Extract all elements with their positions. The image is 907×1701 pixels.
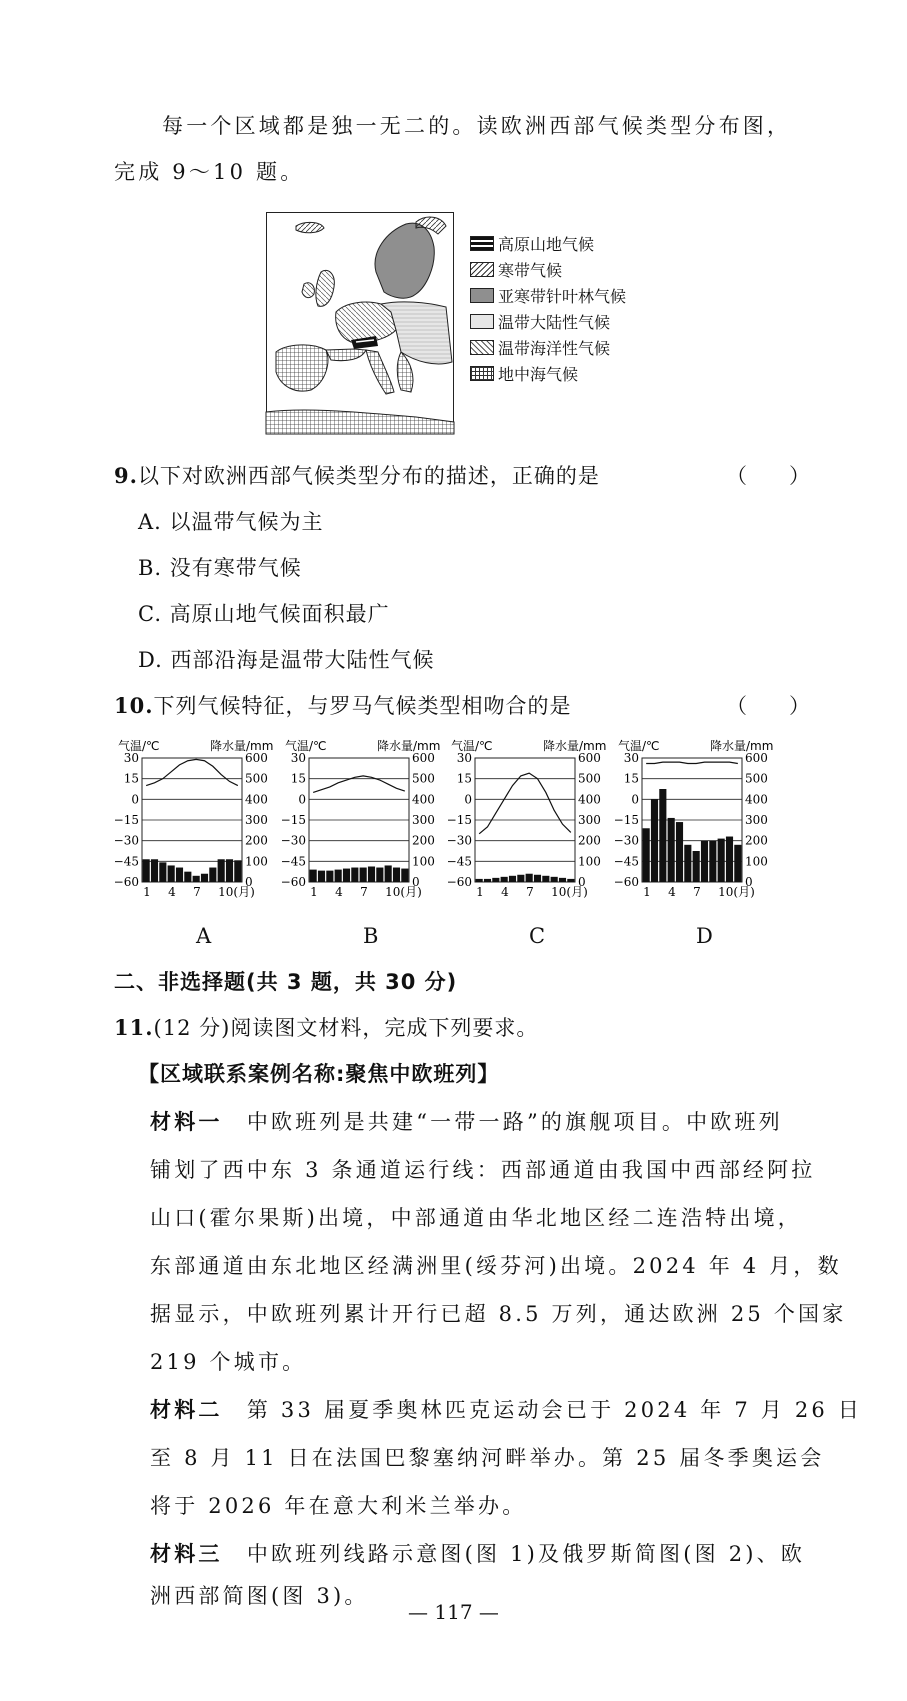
precip-tick-label: 400 [745, 792, 768, 807]
x-tick-label: 4 [668, 885, 676, 899]
climate-chart-c [446, 738, 619, 948]
precip-bar [542, 876, 549, 882]
q9-option-b: B. 没有寒带气候 [138, 556, 302, 580]
precip-bar [159, 862, 166, 882]
temp-tick-label: −45 [613, 854, 639, 869]
precip-bar [184, 872, 191, 882]
legend-label-mediterranean: 地中海气候 [498, 365, 579, 384]
legend-swatch-continental [470, 314, 494, 329]
material-2-line-2: 至 8 月 11 日在法国巴黎塞纳河畔举办。第 25 届冬季奥运会 [150, 1446, 825, 1470]
q10-number: 10. [114, 693, 154, 718]
precip-axis-title: 降水量/mm [210, 739, 274, 753]
precip-bar [509, 876, 516, 882]
precip-tick-label: 100 [412, 854, 435, 869]
precip-bar [526, 874, 533, 882]
precip-bar [168, 865, 175, 882]
precip-bar [218, 859, 225, 882]
temp-tick-label: −30 [446, 833, 472, 848]
temp-tick-label: 30 [623, 751, 639, 765]
temp-tick-label: −30 [280, 833, 306, 848]
precip-tick-label: 600 [745, 751, 768, 765]
temp-tick-label: −60 [280, 875, 306, 889]
precip-bar [517, 875, 524, 882]
material-1-text-1: 中欧班列是共建“一带一路”的旗舰项目。中欧班列 [246, 1110, 783, 1134]
q11-text: (12 分)阅读图文材料，完成下列要求。 [153, 1016, 539, 1040]
q11-number: 11. [114, 1015, 154, 1040]
x-tick-label: 10(月) [218, 885, 255, 899]
temp-tick-label: −60 [113, 875, 139, 889]
precip-bar [343, 869, 350, 882]
precip-bar [492, 878, 499, 882]
precip-bar [734, 845, 741, 882]
precip-bar [234, 860, 241, 882]
q11-case-title: 【区域联系案例名称:聚焦中欧班列】 [138, 1062, 500, 1086]
temp-tick-label: −60 [446, 875, 472, 889]
precip-axis-title: 降水量/mm [377, 739, 441, 753]
precip-bar [551, 877, 558, 882]
legend-swatch-subarctic [470, 288, 494, 303]
precip-bar [709, 841, 716, 882]
x-tick-label: 1 [476, 885, 484, 899]
precip-bar [376, 868, 383, 882]
legend-label-oceanic: 温带海洋性气候 [498, 339, 611, 358]
temp-axis-title: 气温/℃ [618, 739, 660, 753]
temp-tick-label: 0 [464, 792, 472, 807]
precip-tick-label: 600 [578, 751, 601, 765]
precip-tick-label: 200 [578, 833, 601, 848]
q9-option-d: D. 西部沿海是温带大陆性气候 [138, 648, 435, 672]
precip-bar [693, 851, 700, 882]
legend-swatch-polar [470, 262, 494, 277]
q10-text: 下列气候特征，与罗马气候类型相吻合的是 [153, 694, 572, 718]
material-1-line-6: 219 个城市。 [150, 1350, 307, 1374]
q9-number: 9. [114, 463, 138, 488]
temp-tick-label: 15 [623, 771, 639, 786]
section-2-heading: 二、非选择题(共 3 题，共 30 分) [114, 970, 458, 994]
x-tick-label: 1 [643, 885, 651, 899]
x-tick-label: 4 [501, 885, 509, 899]
precip-axis-title: 降水量/mm [710, 739, 774, 753]
precip-bar [701, 841, 708, 882]
material-1-line-5: 据显示，中欧班列累计开行已超 8.5 万列，通达欧洲 25 个国家 [150, 1302, 847, 1326]
precip-bar [310, 870, 317, 882]
precip-tick-label: 400 [412, 792, 435, 807]
precip-tick-label: 300 [745, 813, 768, 827]
chart-label-c: C [529, 924, 546, 948]
temp-tick-label: −30 [613, 833, 639, 848]
precip-tick-label: 100 [578, 854, 601, 869]
x-tick-label: 4 [335, 885, 343, 899]
material-1-line-2: 铺划了西中东 3 条通道运行线：西部通道由我国中西部经阿拉 [150, 1158, 816, 1182]
precip-bar [643, 828, 650, 882]
material-2-line-1 [150, 1394, 862, 1424]
temp-tick-label: 30 [456, 751, 472, 765]
precip-bar [143, 859, 150, 882]
material-2-text-1: 第 33 届夏季奥林匹克运动会已于 2024 年 7 月 26 日 [246, 1398, 863, 1422]
precip-tick-label: 100 [745, 854, 768, 869]
precip-tick-label: 0 [245, 875, 253, 889]
precip-bar [659, 789, 666, 882]
precip-bar [176, 868, 183, 882]
precip-tick-label: 500 [745, 771, 768, 786]
x-tick-label: 1 [310, 885, 318, 899]
precip-tick-label: 100 [245, 854, 268, 869]
temp-tick-label: −30 [113, 833, 139, 848]
precip-tick-label: 600 [245, 751, 268, 765]
chart-label-b: B [363, 924, 379, 948]
temp-tick-label: 15 [456, 771, 472, 786]
q9-text: 以下对欧洲西部气候类型分布的描述，正确的是 [137, 464, 600, 488]
temp-tick-label: −45 [113, 854, 139, 869]
temp-tick-label: −45 [446, 854, 472, 869]
chart-label-d: D [696, 924, 713, 948]
temp-tick-label: 30 [123, 751, 139, 765]
legend-swatch-mediterranean [470, 366, 494, 381]
material-1-line-4: 东部通道由东北地区经满洲里(绥芬河)出境。2024 年 4 月，数 [150, 1254, 842, 1278]
material-1-line-1 [150, 1106, 783, 1136]
precip-tick-label: 400 [245, 792, 268, 807]
x-tick-label: 10(月) [551, 885, 588, 899]
page-number: — 117 — [408, 1600, 499, 1624]
climate-chart-d [613, 738, 786, 948]
precip-bar [209, 868, 216, 882]
legend-label-plateau: 高原山地气候 [498, 235, 595, 254]
q9-option-a: A. 以温带气候为主 [138, 510, 324, 534]
q9-stem [114, 460, 600, 490]
x-tick-label: 10(月) [385, 885, 422, 899]
temp-tick-label: −15 [613, 813, 639, 827]
precip-bar [501, 877, 508, 882]
precip-bar [326, 871, 333, 882]
precip-bar [567, 879, 574, 882]
temp-tick-label: −15 [113, 813, 139, 827]
material-3-line-1 [150, 1538, 805, 1568]
precip-bar [318, 871, 325, 882]
material-3-label: 材料三 [150, 1542, 223, 1566]
precip-bar [368, 867, 375, 883]
temp-axis-title: 气温/℃ [118, 739, 160, 753]
precip-bar [201, 874, 208, 882]
temp-line [146, 759, 238, 785]
q10-answer-paren: （ ） [726, 694, 810, 718]
temp-tick-label: 15 [290, 771, 306, 786]
legend-label-continental: 温带大陆性气候 [498, 313, 611, 332]
precip-tick-label: 0 [412, 875, 420, 889]
legend-swatch-plateau [470, 236, 494, 251]
precip-tick-label: 400 [578, 792, 601, 807]
precip-tick-label: 200 [745, 833, 768, 848]
material-1-line-3: 山口(霍尔果斯)出境，中部通道由华北地区经二连浩特出境， [150, 1206, 802, 1230]
precip-bar [393, 868, 400, 882]
precip-bar [351, 868, 358, 882]
map-image [266, 212, 454, 434]
temp-tick-label: −15 [280, 813, 306, 827]
temp-line [646, 762, 738, 763]
precip-tick-label: 500 [412, 771, 435, 786]
temp-axis-title: 气温/℃ [285, 739, 327, 753]
precip-bar [360, 868, 367, 882]
x-tick-label: 7 [526, 885, 534, 899]
temp-line [479, 773, 571, 834]
legend-swatch-oceanic [470, 340, 494, 355]
legend-label-polar: 寒带气候 [498, 261, 563, 280]
q10-stem [114, 690, 572, 720]
q11-stem [114, 1012, 538, 1042]
legend-label-subarctic: 亚寒带针叶林气候 [498, 287, 627, 306]
precip-tick-label: 600 [412, 751, 435, 765]
precip-bar [651, 799, 658, 882]
precip-bar [335, 870, 342, 882]
climate-chart-a [113, 738, 286, 948]
material-3-line-2: 洲西部简图(图 3)。 [150, 1584, 369, 1608]
x-tick-label: 7 [693, 885, 701, 899]
precip-tick-label: 200 [412, 833, 435, 848]
precip-bar [484, 879, 491, 882]
x-tick-label: 7 [360, 885, 368, 899]
intro-line-2: 完成 9～10 题。 [114, 160, 305, 184]
precip-bar [676, 822, 683, 882]
precip-tick-label: 200 [245, 833, 268, 848]
temp-tick-label: −60 [613, 875, 639, 889]
temp-tick-label: 15 [123, 771, 139, 786]
precip-bar [718, 839, 725, 882]
precip-bar [476, 879, 483, 882]
temp-tick-label: 30 [290, 751, 306, 765]
precip-tick-label: 0 [578, 875, 586, 889]
precip-bar [559, 878, 566, 882]
precip-tick-label: 500 [578, 771, 601, 786]
precip-tick-label: 500 [245, 771, 268, 786]
material-1-label: 材料一 [150, 1110, 223, 1134]
x-tick-label: 7 [193, 885, 201, 899]
x-tick-label: 1 [143, 885, 151, 899]
precip-bar [534, 875, 541, 882]
precip-tick-label: 300 [578, 813, 601, 827]
precip-bar [151, 859, 158, 882]
x-tick-label: 4 [168, 885, 176, 899]
precip-bar [684, 845, 691, 882]
q9-option-c: C. 高原山地气候面积最广 [138, 602, 390, 626]
temp-axis-title: 气温/℃ [451, 739, 493, 753]
x-tick-label: 10(月) [718, 885, 755, 899]
precip-tick-label: 300 [245, 813, 268, 827]
intro-line-1: 每一个区域都是独一无二的。读欧洲西部气候类型分布图， [162, 114, 792, 138]
precip-bar [385, 865, 392, 882]
temp-tick-label: 0 [298, 792, 306, 807]
climate-chart-b [280, 738, 453, 948]
precip-tick-label: 0 [745, 875, 753, 889]
temp-tick-label: −15 [446, 813, 472, 827]
temp-tick-label: −45 [280, 854, 306, 869]
precip-tick-label: 300 [412, 813, 435, 827]
precip-bar [726, 837, 733, 882]
material-3-text-1: 中欧班列线路示意图(图 1)及俄罗斯简图(图 2)、欧 [246, 1542, 806, 1566]
q9-answer-paren: （ ） [726, 464, 810, 488]
precip-bar [668, 818, 675, 882]
material-2-label: 材料二 [150, 1398, 223, 1422]
precip-bar [193, 876, 200, 882]
chart-label-a: A [196, 924, 212, 948]
precip-axis-title: 降水量/mm [543, 739, 607, 753]
material-2-line-3: 将于 2026 年在意大利米兰举办。 [150, 1494, 527, 1518]
precip-bar [401, 869, 408, 882]
temp-tick-label: 0 [631, 792, 639, 807]
precip-bar [226, 859, 233, 882]
temp-tick-label: 0 [131, 792, 139, 807]
